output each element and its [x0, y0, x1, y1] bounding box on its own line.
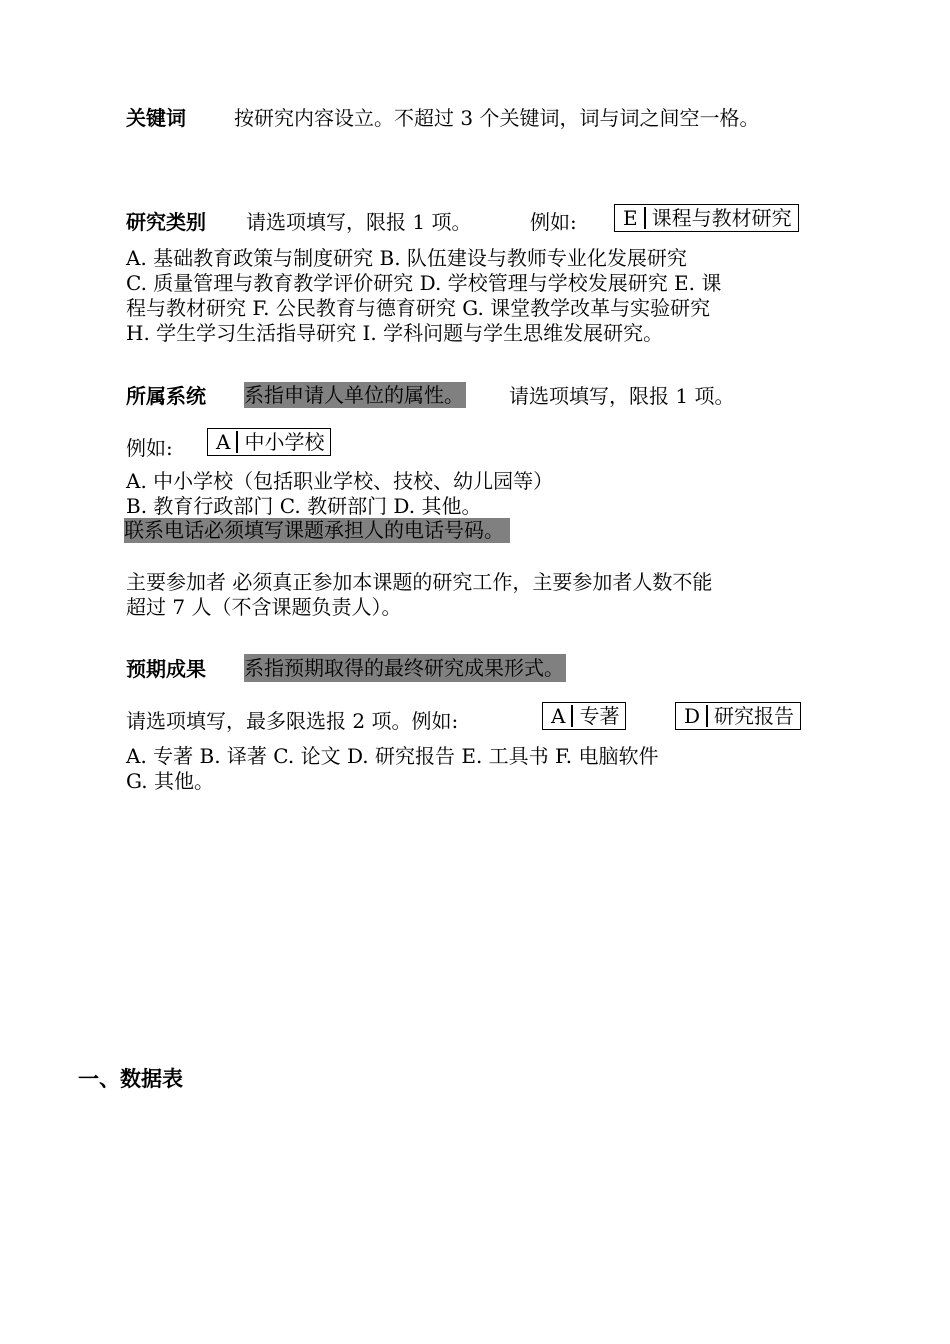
system-option-line: A. 中小学校（包括职业学校、技校、幼儿园等） [126, 469, 554, 493]
results-example2-label: 研究报告 [714, 704, 795, 728]
participants-line: 主要参加者 必须真正参加本课题的研究工作，主要参加者人数不能 [126, 570, 713, 594]
system-option-line: B. 教育行政部门 C. 教研部门 D. 其他。 [126, 494, 482, 518]
results-option-line: G. 其他。 [126, 769, 214, 793]
category-option-line: C. 质量管理与教育教学评价研究 D. 学校管理与学校发展研究 E. 课 [126, 271, 722, 295]
category-instruction: 请选项填写，限报 1 项。 [246, 210, 472, 234]
keywords-heading: 关键词 [126, 106, 186, 130]
system-example-prefix: 例如: [126, 436, 173, 460]
system-example-box [207, 428, 331, 456]
results-heading: 预期成果 [126, 657, 206, 681]
system-highlight: 系指申请人单位的属性。 [244, 383, 464, 407]
results-example1-label: 专著 [579, 704, 620, 728]
results-example2-box [675, 702, 801, 730]
system-example-code: A [208, 431, 238, 453]
system-instruction: 请选项填写，限报 1 项。 [509, 384, 735, 408]
system-heading: 所属系统 [126, 384, 206, 408]
category-heading: 研究类别 [126, 210, 206, 234]
system-example-label: 中小学校 [244, 430, 325, 454]
category-option-line: A. 基础教育政策与制度研究 B. 队伍建设与教师专业化发展研究 [126, 246, 687, 270]
results-example2-code: D [676, 705, 708, 727]
keywords-text: 按研究内容设立。不超过 3 个关键词，词与词之间空一格。 [234, 106, 760, 130]
results-option-line: A. 专著 B. 译著 C. 论文 D. 研究报告 E. 工具书 F. 电脑软件 [126, 744, 659, 768]
category-example-code: E [615, 207, 646, 229]
category-example-box [614, 204, 799, 232]
category-option-line: 程与教材研究 F. 公民教育与德育研究 G. 课堂教学改革与实验研究 [126, 296, 711, 320]
category-option-line: H. 学生学习生活指导研究 I. 学科问题与学生思维发展研究。 [126, 321, 664, 345]
results-highlight: 系指预期取得的最终研究成果形式。 [244, 656, 564, 680]
results-example1-code: A [543, 705, 573, 727]
system-phone-note: 联系电话必须填写课题承担人的电话号码。 [124, 518, 510, 543]
participants-line: 超过 7 人（不含课题负责人）。 [126, 595, 402, 619]
results-example1-box [542, 702, 626, 730]
category-example-label: 课程与教材研究 [651, 206, 792, 230]
category-example-prefix: 例如: [530, 210, 577, 234]
results-instruction: 请选项填写，最多限选报 2 项。例如: [126, 709, 459, 733]
section-title: 一、数据表 [78, 1067, 183, 1091]
